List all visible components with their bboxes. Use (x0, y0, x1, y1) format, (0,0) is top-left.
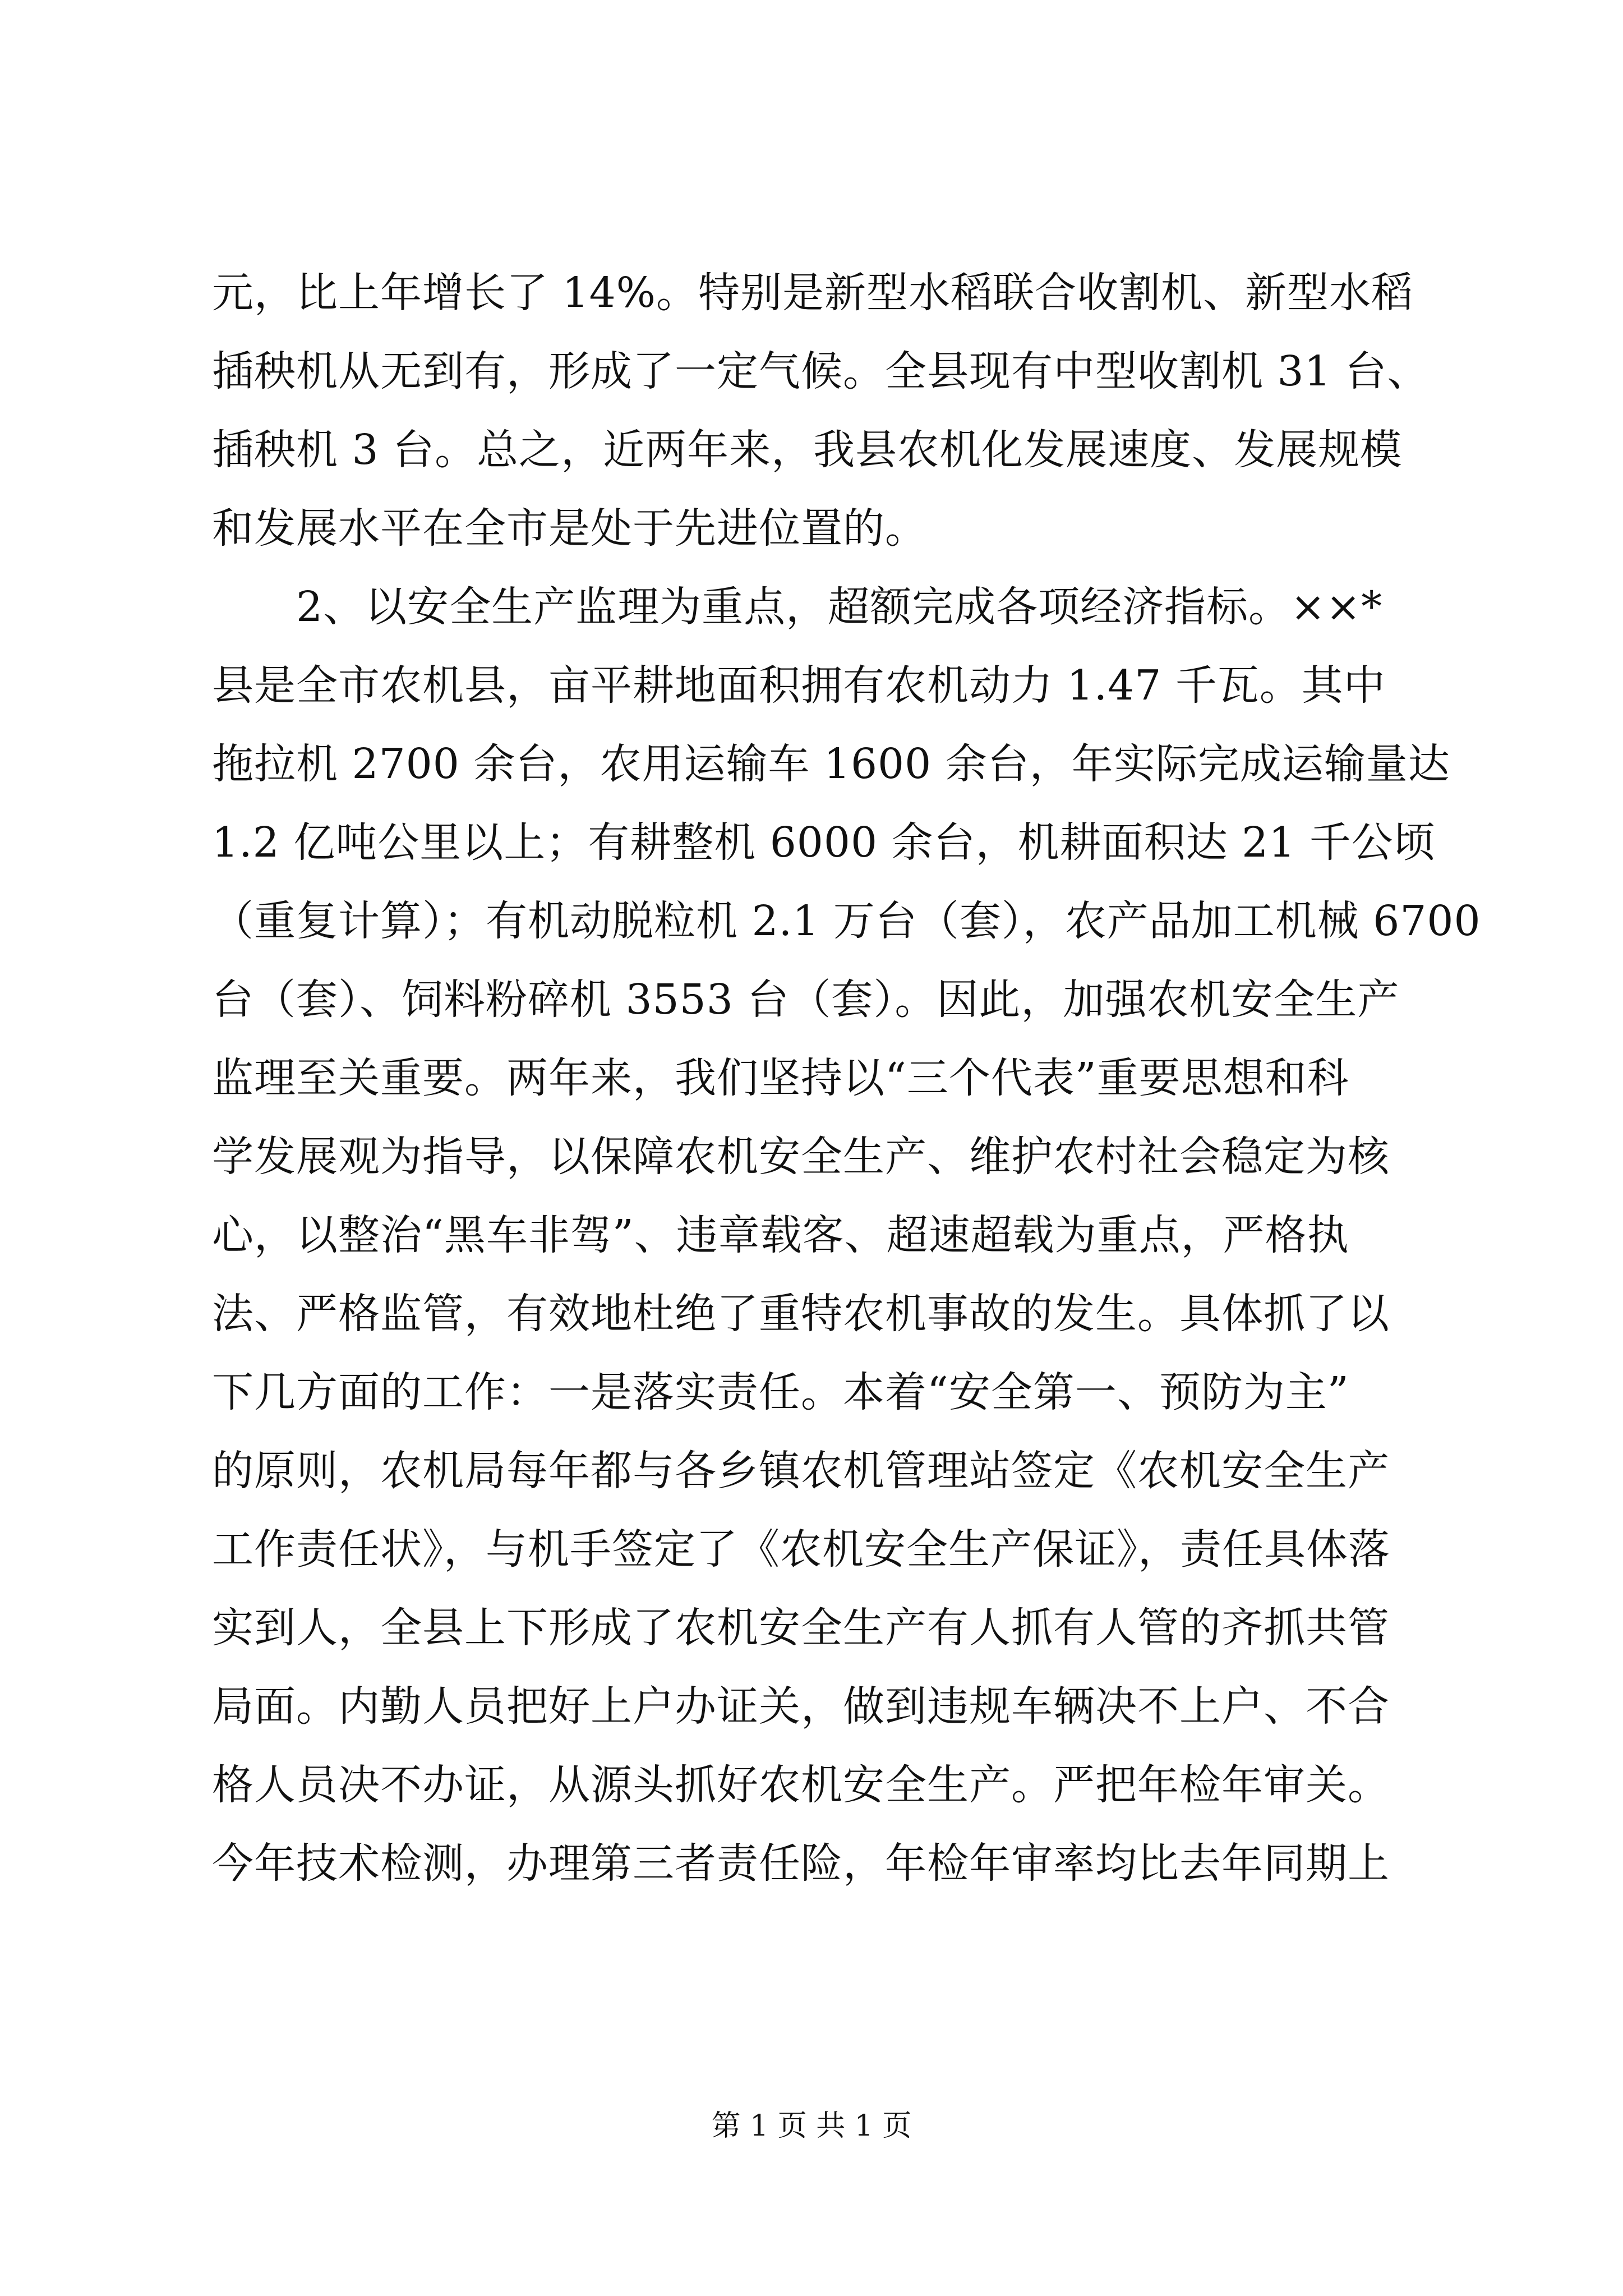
body-line: 下几方面的工作：一是落实责任。本着“安全第一、预防为主” (212, 1368, 1349, 1416)
page-footer: 第 1 页 共 1 页 (711, 2109, 912, 2143)
body-line: 实到人，全县上下形成了农机安全生产有人抓有人管的齐抓共管 (212, 1604, 1390, 1652)
body-line: 元，比上年增长了 14%。特别是新型水稻联合收割机、新型水稻 (212, 269, 1413, 317)
body-line: 局面。内勤人员把好上户办证关，做到违规车辆决不上户、不合 (212, 1682, 1390, 1731)
body-line: 格人员决不办证，从源头抓好农机安全生产。严把年检年审关。 (212, 1761, 1390, 1809)
body-line: 拖拉机 2700 余台，农用运输车 1600 余台，年实际完成运输量达 (212, 740, 1450, 788)
document-body (212, 254, 1481, 1903)
body-line: 心，以整治“黑车非驾”、违章载客、超速超载为重点，严格执 (212, 1211, 1349, 1259)
body-line: 和发展水平在全市是处于先进位置的。 (212, 504, 927, 553)
body-line: 学发展观为指导，以保障农机安全生产、维护农村社会稳定为核 (212, 1133, 1390, 1181)
body-line: 的原则，农机局每年都与各乡镇农机管理站签定《农机安全生产 (212, 1447, 1390, 1495)
body-line: 插秧机 3 台。总之，近两年来，我县农机化发展速度、发展规模 (212, 426, 1403, 474)
body-line: 插秧机从无到有，形成了一定气候。全县现有中型收割机 31 台、 (212, 347, 1430, 395)
body-line: 监理至关重要。两年来，我们坚持以“三个代表”重要思想和科 (212, 1054, 1349, 1102)
body-line: 2、以安全生产监理为重点，超额完成各项经济指标。××* (212, 583, 1383, 631)
body-line: 法、严格监管，有效地杜绝了重特农机事故的发生。具体抓了以 (212, 1290, 1390, 1338)
body-line: 工作责任状》，与机手签定了《农机安全生产保证》，责任具体落 (212, 1525, 1390, 1573)
body-line: 台（套）、饲料粉碎机 3553 台（套）。因此，加强农机安全生产 (212, 976, 1400, 1024)
body-line: 1.2 亿吨公里以上；有耕整机 6000 余台，机耕面积达 21 千公顷 (212, 818, 1436, 867)
body-line: 今年技术检测，办理第三者责任险，年检年审率均比去年同期上 (212, 1839, 1390, 1888)
body-line: （重复计算）；有机动脱粒机 2.1 万台（套），农产品加工机械 6700 (212, 897, 1481, 945)
body-line: 县是全市农机县，亩平耕地面积拥有农机动力 1.47 千瓦。其中 (212, 661, 1386, 710)
